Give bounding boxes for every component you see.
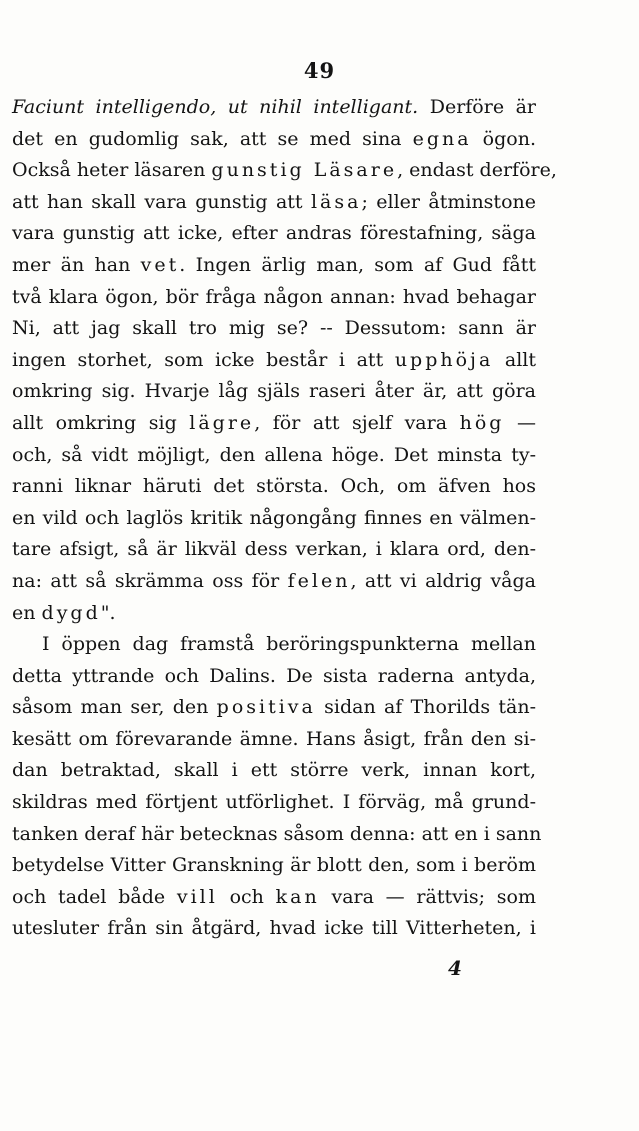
text-segment: na: att så skrämma oss för xyxy=(12,569,288,592)
text-segment: läsa xyxy=(310,190,362,213)
text-segment: mer än han xyxy=(12,253,141,276)
text-segment: vara — rättvis; som xyxy=(319,885,536,908)
text-line xyxy=(12,124,536,156)
text-line xyxy=(12,282,536,314)
text-segment: sidan af Thorilds tän- xyxy=(315,696,536,719)
text-segment: och, så vidt möjligt, den allena höge. Det minsta ty- xyxy=(12,443,536,466)
text-segment: hög xyxy=(459,411,505,434)
text-line xyxy=(12,503,536,535)
text-segment: kesätt om förevarande ämne. Hans åsigt, från den si- xyxy=(12,727,536,750)
text-segment: att han skall vara gunstig att xyxy=(12,190,311,213)
text-segment: och tadel både xyxy=(12,885,177,908)
text-segment: Faciunt intelligendo, ut nihil intelligant. xyxy=(12,96,419,118)
text-segment: — xyxy=(504,411,536,434)
text-line xyxy=(12,629,536,661)
text-line xyxy=(12,218,536,250)
text-segment: Derföre är xyxy=(418,96,536,118)
text-segment: ; eller åtminstone xyxy=(361,190,536,213)
text-segment: ". xyxy=(100,601,116,624)
text-segment: en xyxy=(12,601,42,624)
body-text xyxy=(12,92,557,945)
text-segment: dan betraktad, skall i ett större verk, innan kort, xyxy=(12,759,536,782)
text-segment: såsom man ser, den xyxy=(12,696,217,719)
text-line xyxy=(12,471,536,503)
text-segment: skildras med förtjent utförlighet. I förväg, må grund- xyxy=(12,791,536,814)
text-segment: vet xyxy=(140,253,180,276)
page-number: 49 xyxy=(303,58,336,83)
text-segment: upphöja xyxy=(394,348,494,371)
text-segment: . Ingen ärlig man, som af Gud fått xyxy=(179,253,537,276)
text-segment: , endast derföre, xyxy=(397,159,557,182)
text-segment: tare afsigt, så är likväl dess verkan, i klara ord, den- xyxy=(12,538,536,561)
text-segment: Också heter läsaren xyxy=(12,159,212,182)
text-segment: detta yttrande och Dalins. De sista raderna antyda, xyxy=(12,664,536,687)
text-segment: det en gudomlig sak, att se med sina xyxy=(12,127,413,150)
text-segment: ingen storhet, som icke består i att xyxy=(12,348,395,371)
text-line xyxy=(12,566,536,598)
text-segment: och xyxy=(217,885,276,908)
text-line xyxy=(12,787,536,819)
text-line xyxy=(12,598,536,630)
text-segment: ranni liknar häruti det största. Och, om äfven hos xyxy=(12,475,536,498)
text-line xyxy=(12,187,536,219)
text-segment: , att vi aldrig våga xyxy=(350,569,536,592)
text-segment: Ni, att jag skall tro mig se? -- Dessutom: sann är xyxy=(12,317,536,340)
text-line xyxy=(12,850,536,882)
text-line xyxy=(12,755,536,787)
text-line xyxy=(12,534,536,566)
text-line xyxy=(12,440,536,472)
text-segment: tanken deraf här betecknas såsom denna: att en i sann xyxy=(12,822,542,845)
text-segment: utesluter från sin åtgärd, hvad icke till Vitterheten, i xyxy=(12,917,536,940)
text-segment: , för att sjelf vara xyxy=(254,411,460,434)
text-line xyxy=(12,692,536,724)
signature-mark: 4 xyxy=(448,956,462,980)
text-line xyxy=(12,408,536,440)
text-line xyxy=(12,250,536,282)
text-segment: kan xyxy=(275,885,320,908)
text-segment: vara gunstig att icke, efter andras förestafning, säga xyxy=(12,222,536,245)
text-segment: ögon. xyxy=(471,127,536,150)
text-line xyxy=(12,345,536,377)
text-segment: gunstig Läsare xyxy=(211,159,398,182)
text-segment: I öppen dag framstå beröringspunkterna mellan xyxy=(42,633,536,656)
text-line xyxy=(12,661,536,693)
text-segment: omkring sig. Hvarje låg själs raseri åter är, att göra xyxy=(12,380,536,403)
text-segment: dygd xyxy=(41,601,101,624)
text-segment: två klara ögon, bör fråga någon annan: hvad behagar xyxy=(12,285,536,308)
text-segment: felen xyxy=(287,569,351,592)
text-segment: en vild och laglös kritik någongång finnes en välmen- xyxy=(12,506,536,529)
text-line xyxy=(12,313,536,345)
text-segment: vill xyxy=(176,885,218,908)
text-line xyxy=(12,92,536,124)
text-line xyxy=(12,819,542,851)
text-segment: egna xyxy=(412,127,472,150)
text-line xyxy=(12,882,536,914)
text-segment: allt omkring sig xyxy=(12,411,190,434)
text-segment: betydelse Vitter Granskning är blott den, som i beröm xyxy=(12,854,536,877)
text-line xyxy=(12,155,557,187)
text-segment: allt xyxy=(493,348,537,371)
text-line xyxy=(12,913,536,945)
text-segment: positiva xyxy=(216,696,316,719)
text-line xyxy=(12,724,536,756)
text-line xyxy=(12,376,536,408)
text-segment: lägre xyxy=(189,411,255,434)
